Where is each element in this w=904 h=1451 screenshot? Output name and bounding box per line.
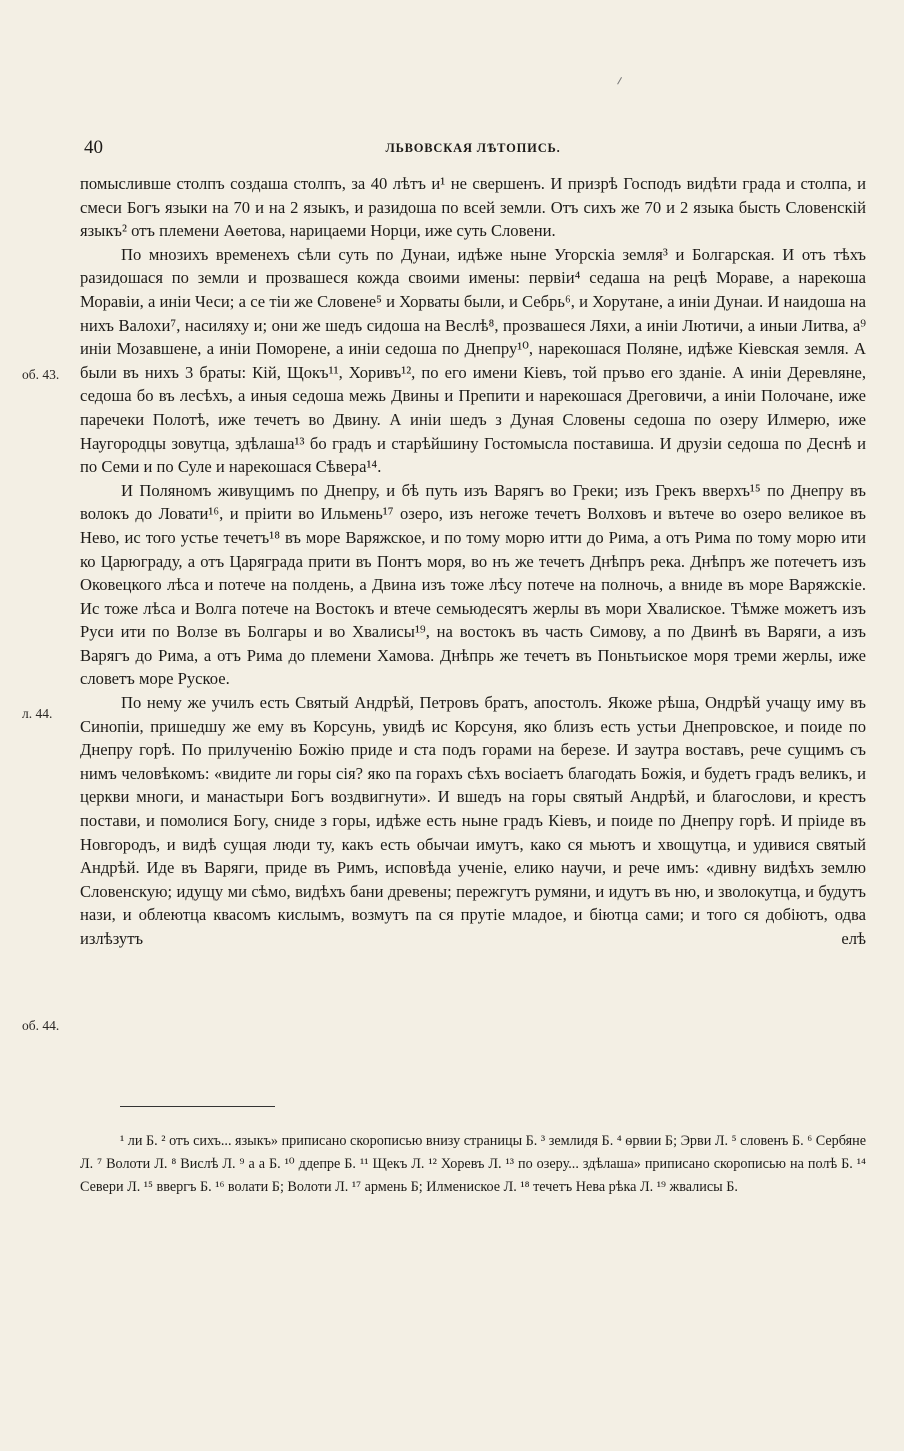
main-text xyxy=(80,172,866,951)
footnotes xyxy=(80,1130,866,1199)
margin-note: об. 43. xyxy=(22,367,60,382)
page-header xyxy=(80,136,866,162)
footnote-divider xyxy=(120,1106,275,1107)
margin-note: об. 44. xyxy=(22,1018,60,1033)
footnote-text: ¹ ли Б. ² отъ сихъ... языкъ» приписано скорописью внизу страницы Б. ³ землидя Б. ⁴ ѳрвии Б; Эрви Л. ⁵ словенъ Б. ⁶ Сербяне Л. ⁷ Волоти Л. ⁸ Вислѣ Л. ⁹ а а Б. ¹⁰ ддепре Б. ¹¹ Щекъ Л. ¹² Хоревъ Л. ¹³ по озеру... здѣлаша» приписано скорописью на полѣ Б. ¹⁴ Севери Л. ¹⁵ ввергъ Б. ¹⁶ волати Б; Волоти Л. ¹⁷ армень Б; Илмениское Л. ¹⁸ течетъ Нева рѣка Л. ¹⁹ жвалисы Б. xyxy=(80,1133,866,1195)
paragraph: По мнозихъ временехъ сѣли суть по Дунаи, идѣже ныне Угорскіа земля³ и Болгарская. И отъ тѣхъ разидошася по земли и прозвашеся кожда своими имены: первіи⁴ седаша на рецѣ Мораве, а нарекоша Моравіи, а иніи Чеси; а се тіи же Словене⁵ и Хорваты были, и Себрь⁶, и Хорутане, а иніи Дунаи. И наидоша на нихъ Валохи⁷, насиляху и; они же шедъ сидоша на Веслѣ⁸, прозвашеся Ляхи, а иніи Лютичи, а иныи Литва, а⁹ иніи Мозавшене, а иніи Поморене, а иніи седоша по Днепру¹⁰, нарекошася Поляне, идѣже Кіевская земля. А были въ нихъ 3 браты: Кій, Щокъ¹¹, Хоривъ¹², по его имени Кіевъ, той пръво его зданіе. А иніи Деревляне, седоша бо въ лесѣхъ, а иныя седоша межь Двины и Препити и нарекошася Дреговичи, а иніи Полочане, иже паречеки Полотѣ, иже течетъ во Двину. А иніи шедъ з Дуная Словены седоша по озеру Илмерю, иже Наугородцы зовутца, здѣлаша¹³ бо градъ и старѣйшину Гостомысла поставиша. И друзіи седоша по Деснѣ и по Семи и по Суле и нарекошася Сѣвера¹⁴. xyxy=(80,244,866,477)
paragraph: По нему же училъ есть Святый Андрѣй, Петровъ братъ, апостолъ. Якоже рѣша, Ондрѣй учащу иму въ Синопіи, пришедшу же ему въ Корсунь, увидѣ ис Корсуня, яко близъ есть устьи Днепровское, и поиде по Днепру горѣ. По прилученію Божію приде и ста подъ горами на березе. И заутра воставъ, рече сущимъ съ нимъ человѣкомъ: «видите ли горы сія? яко па горахъ сѣхъ восіаетъ благодать Божія, и будетъ градъ великъ, и церкви многи, и манастыри Богъ воздвигнути». И вшедъ на горы святый Андрѣй, и благослови, и крестъ постави, и помолися Богу, сниде з горы, идѣже есть ныне градъ Кіевъ, и поиде по Днепру горѣ. И пріиде въ Новгородъ, и видѣ сущая люди ту, какъ есть обычаи имутъ, како ся мьютъ и хвощутца, и удивися святый Андрѣй. Иде въ Варяги, приде въ Римъ, исповѣда ученіе, елико научи, и рече имъ: «дивну видѣхъ землю Словенскую; идущу ми сѣмо, видѣхъ бани древены; пережгутъ румяни, и идутъ въ ню, и зволокутца, и будутъ нази, и облеютца квасомъ кислымъ, возмутъ па ся прутіе младое, и біютца сами; и того ся добіютъ, одва излѣзутъ елѣ xyxy=(80,693,866,948)
running-title: ЛЬВОВСКАЯ ЛѢТОПИСЬ. xyxy=(385,141,561,155)
pencil-mark xyxy=(617,77,623,85)
page-number: 40 xyxy=(84,137,103,158)
paragraph: И Поляномъ живущимъ по Днепру, и бѣ путь изъ Варягъ во Греки; изъ Грекъ вверхъ¹⁵ по Днепру въ волокъ до Ловати¹⁶, и пріити во Ильмень¹⁷ озеро, изъ негоже течетъ Волховъ и вътече во озеро великое въ Нево, ис того устье течетъ¹⁸ въ море Варяжское, и по тому морю итти до Рима, а отъ Рима по тому морю ити ко Царюграду, а отъ Царяграда прити въ Понтъ моря, во нъ же течетъ Днѣпръ река. Днѣпръ же потечетъ изъ Оковецкого лѣса и потече на полдень, а Двина изъ тоже лѣсу потече на полночь, а вниде въ море Варяжскіе. Ис тоже лѣса и Волга потече на Востокъ и втече семьюдесятъ жерлы въ мори Хвалиское. Тѣмже можетъ изъ Руси ити по Волзе въ Болгары и во Хвалисы¹⁹, на востокъ въ часть Симову, а по Двинѣ въ Варяги, а изъ Варягъ до Рима, а отъ Рима до племени Хамова. Днѣпрь же течетъ въ Поньтьиское моря треми жерлы, иже словетъ море Руское. xyxy=(80,480,866,689)
paragraph: помысливше столпъ создаша столпъ, за 40 лѣтъ и¹ не свершенъ. И призрѣ Господъ видѣти града и столпа, и смеси Богъ языки на 70 и на 2 языкъ, и разидоша по всей земли. Отъ сихъ же 70 и 2 языка бысть Словенскій языкъ² отъ племени Аѳетова, нарицаеми Норци, иже суть Словени. xyxy=(80,174,866,241)
margin-note: л. 44. xyxy=(22,706,53,721)
